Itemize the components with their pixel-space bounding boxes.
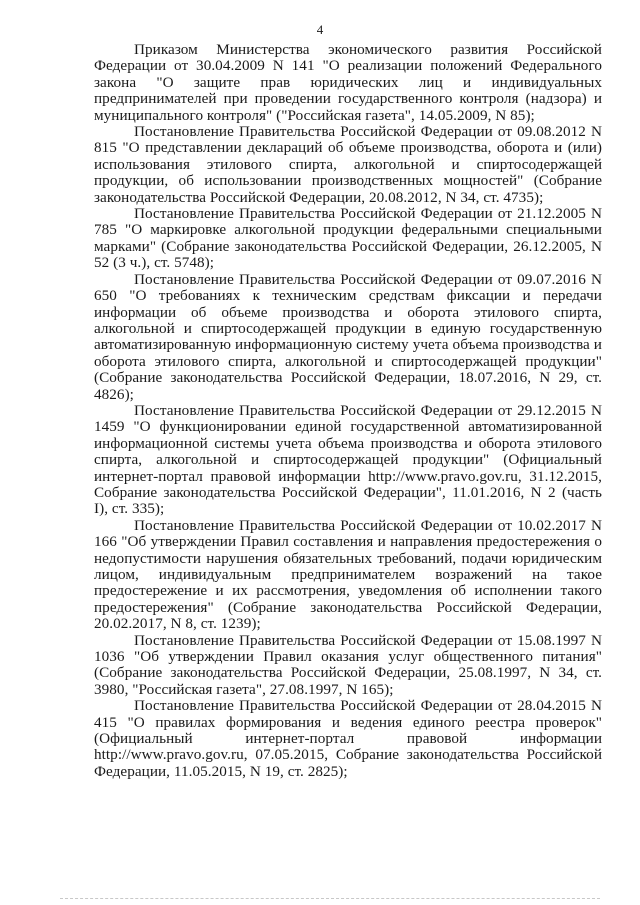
paragraph-resolution-415: Постановление Правительства Российской Федерации от 28.04.2015 N 415 "О правилах формирования и ведения единого реестра проверок" (Официальный интернет-портал правовой информации http://www.pravo.gov.ru, 07.05.2015, Собрание законодательства Российской Федерации, 11.05.2015, N 19, ст. 2825);	[94, 697, 602, 780]
paragraph-resolution-785: Постановление Правительства Российской Федерации от 21.12.2005 N 785 "О маркировке алкогольной продукции федеральными специальными марками" (Собрание законодательства Российской Федерации, 26.12.2005, N 52 (3 ч.), ст. 5748);	[94, 205, 602, 272]
paragraph-resolution-650: Постановление Правительства Российской Федерации от 09.07.2016 N 650 "О требованиях к техническим средствам фиксации и передачи информации об объеме производства и оборота этилового спирта, алкогольной и спиртосодержащей продукции в единую государственную автоматизированную информационную систему учета объема производства и оборота этилового спирта, алкогольной и спиртосодержащей продукции" (Собрание законодательства Российской Федерации, 18.07.2016, N 29, ст. 4826);	[94, 270, 602, 403]
paragraph-resolution-1459: Постановление Правительства Российской Федерации от 29.12.2015 N 1459 "О функционировании единой государственной автоматизированной информационной системы учета объема производства и оборота этилового спирта, алкогольной и спиртосодержащей продукции" (Официальный интернет-портал правовой информации http://www.pravo.gov.ru, 31.12.2015, Собрание законодательства Российской Федерации", 11.01.2016, N 2 (часть I), ст. 335);	[94, 401, 602, 518]
scan-edge-divider	[60, 897, 600, 899]
paragraph-order-141: Приказом Министерства экономического развития Российской Федерации от 30.04.2009 N 141 "О реализации положений Федерального закона "О защите прав юридических лиц и индивидуальных предпринимателей при проведении государственного контроля (надзора) и муниципального контроля" ("Российская газета", 14.05.2009, N 85);	[94, 41, 602, 124]
paragraph-resolution-815: Постановление Правительства Российской Федерации от 09.08.2012 N 815 "О представлении деклараций об объеме производства, оборота и (или) использования этилового спирта, алкогольной и спиртосодержащей продукции, об использовании производственных мощностей" (Собрание законодательства Российской Федерации, 20.08.2012, N 34, ст. 4735);	[94, 123, 602, 206]
paragraph-resolution-1036: Постановление Правительства Российской Федерации от 15.08.1997 N 1036 "Об утверждении Правил оказания услуг общественного питания" (Собрание законодательства Российской Федерации, 25.08.1997, N 34, ст. 3980, "Российская газета", 27.08.1997, N 165);	[94, 631, 602, 698]
paragraph-resolution-166: Постановление Правительства Российской Федерации от 10.02.2017 N 166 "Об утверждении Правил составления и направления предостережения о недопустимости нарушения обязательных требований, подачи юридическим лицом, индивидуальным предпринимателем возражений на такое предостережение и их рассмотрения, уведомления об исполнении такого предостережения" (Собрание законодательства Российской Федерации, 20.02.2017, N 8, ст. 1239);	[94, 516, 602, 633]
page-number: 4	[316, 22, 324, 37]
document-body	[94, 42, 602, 780]
